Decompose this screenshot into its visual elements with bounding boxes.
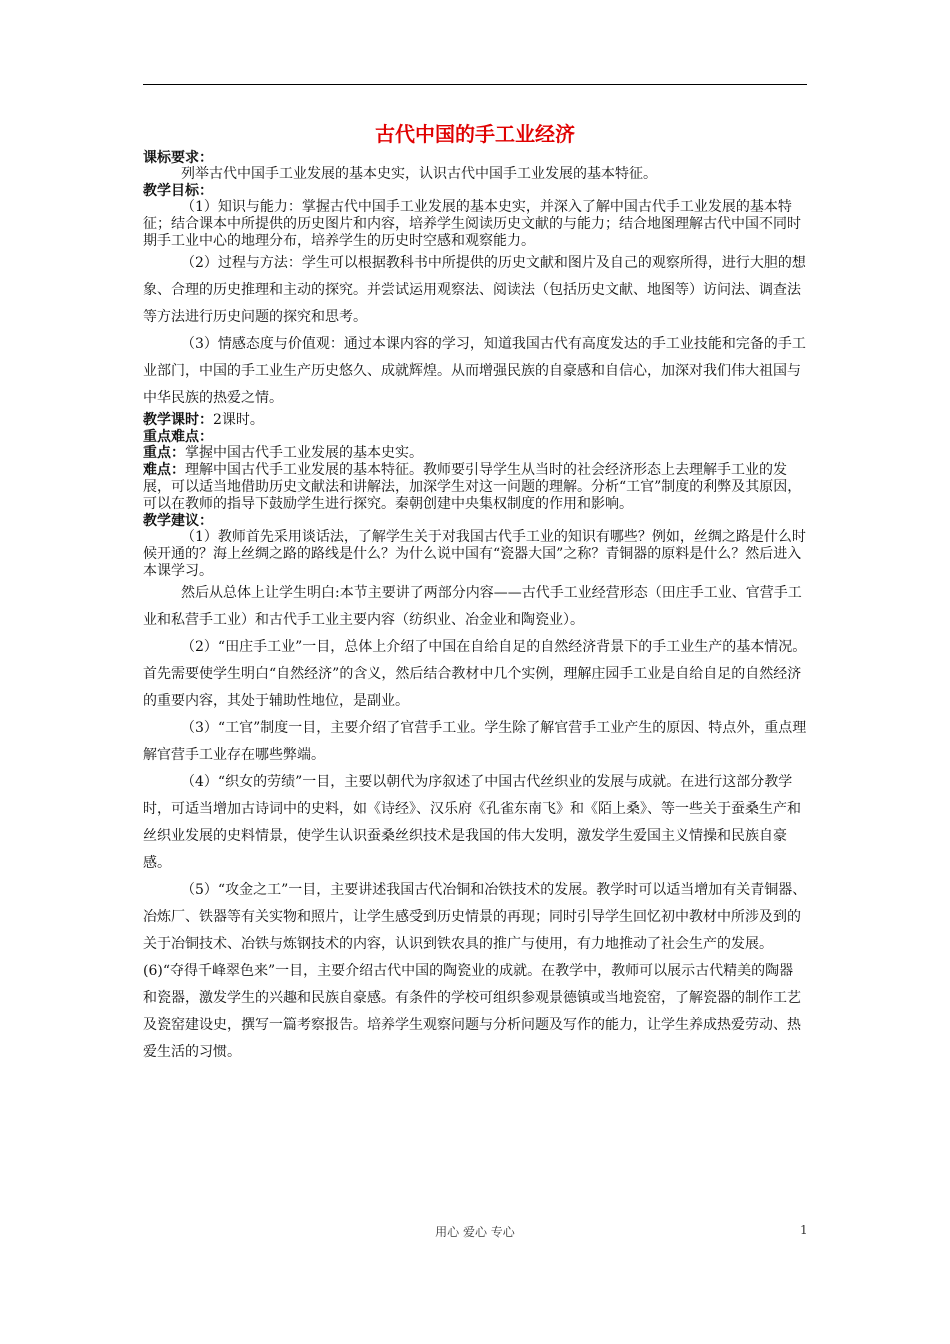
paragraph: （1）教师首先采用谈话法，了解学生关于对我国古代手工业的知识有哪些？例如，丝绸之路是什么时候开通的？海上丝绸之路的路线是什么？为什么说中国有“瓷器大国”之称？青铜器的原料是什么？然后进入本课学习。 xyxy=(143,529,806,579)
zhongdian-line: 重点：掌握中国古代手工业发展的基本史实。 xyxy=(143,445,423,461)
paragraph: （3）情感态度与价值观：通过本课内容的学习，知道我国古代有高度发达的手工业技能和完备的手工业部门，中国的手工业生产历史悠久、成就辉煌。从而增强民族的自豪感和自信心，加深对我们伟大祖国与中华民族的热爱之情。 xyxy=(143,336,806,406)
paragraph: （2）“田庄手工业”一目，总体上介绍了中国在自给自足的自然经济背景下的手工业生产的基本情况。首先需要使学生明白“自然经济”的含义，然后结合教材中几个实例，理解庄园手工业是自给自足的自然经济的重要内容，其处于辅助性地位，是副业。 xyxy=(143,639,807,709)
paragraph: （1）知识与能力：掌握古代中国手工业发展的基本史实，并深入了解中国古代手工业发展的基本特征；结合课本中所提供的历史图片和内容，培养学生阅读历史文献的与能力；结合地图理解古代中国不同时期手工业中心的地理分布，培养学生的历史时空感和观察能力。 xyxy=(143,199,801,249)
paragraph: （2）过程与方法：学生可以根据教科书中所提供的历史文献和图片及自己的观察所得，进行大胆的想象、合理的历史推理和主动的探究。并尝试运用观察法、阅读法（包括历史文献、地图等）访问法、调查法等方法进行历史问题的探究和思考。 xyxy=(143,255,806,325)
document-body xyxy=(143,150,807,1066)
header-rule xyxy=(143,84,807,85)
section-heading-kebiao: 课标要求： xyxy=(143,150,213,166)
section-heading-mubiao: 教学目标： xyxy=(143,183,213,199)
paragraph: （4）“织女的劳绩”一目，主要以朝代为序叙述了中国古代丝织业的发展与成就。在进行这部分教学时，可适当增加古诗词中的史料，如《诗经》、汉乐府《孔雀东南飞》和《陌上桑》、等一些关于蚕桑生产和丝织业发展的史料情景，使学生认识蚕桑丝织技术是我国的伟大发明，激发学生爱国主义情操和民族自豪感。 xyxy=(143,774,801,871)
nandian-paragraph: 难点：理解中国古代手工业发展的基本特征。教师要引导学生从当时的社会经济形态上去理解手工业的发展，可以适当地借助历史文献法和讲解法，加深学生对这一问题的理解。分析“工官”制度的利弊及其原因，可以在教师的指导下鼓励学生进行探究。秦朝创建中央集权制度的作用和影响。 xyxy=(143,462,802,512)
page-number: 1 xyxy=(800,1223,808,1237)
document-title: 古代中国的手工业经济 xyxy=(375,122,575,146)
paragraph: 然后从总体上让学生明白:本节主要讲了两部分内容——古代手工业经营形态（田庄手工业、官营手工业和私营手工业）和古代手工业主要内容（纺织业、冶金业和陶瓷业）。 xyxy=(143,585,802,628)
keshi-line: 教学课时：2课时。 xyxy=(143,412,264,428)
paragraph: 列举古代中国手工业发展的基本史实，认识古代中国手工业发展的基本特征。 xyxy=(181,166,657,182)
section-heading-jianyi: 教学建议： xyxy=(143,513,213,529)
paragraph: (6)“夺得千峰翠色来”一目，主要介绍古代中国的陶瓷业的成就。在教学中，教师可以展示古代精美的陶器和瓷器，激发学生的兴趣和民族自豪感。有条件的学校可组织参观景德镇或当地瓷窑，了解瓷器的制作工艺及瓷窑建设史，撰写一篇考察报告。培养学生观察问题与分析问题及写作的能力，让学生养成热爱劳动、热爱生活的习惯。 xyxy=(143,963,801,1060)
page-footer: 用心 爱心 专心 xyxy=(435,1225,515,1239)
paragraph: （5）“攻金之工”一目，主要讲述我国古代冶铜和冶铁技术的发展。教学时可以适当增加有关青铜器、冶炼厂、铁器等有关实物和照片，让学生感受到历史情景的再现；同时引导学生回忆初中教材中所涉及到的关于冶铜技术、冶铁与炼钢技术的内容，认识到铁农具的推广与使用，有力地推动了社会生产的发展。 xyxy=(143,882,807,952)
section-heading-nandian: 重点难点： xyxy=(143,429,213,445)
paragraph: （3）“工官”制度一目，主要介绍了官营手工业。学生除了解官营手工业产生的原因、特点外，重点理解官营手工业存在哪些弊端。 xyxy=(143,720,807,763)
section-heading-keshi: 教学课时： xyxy=(143,412,213,428)
